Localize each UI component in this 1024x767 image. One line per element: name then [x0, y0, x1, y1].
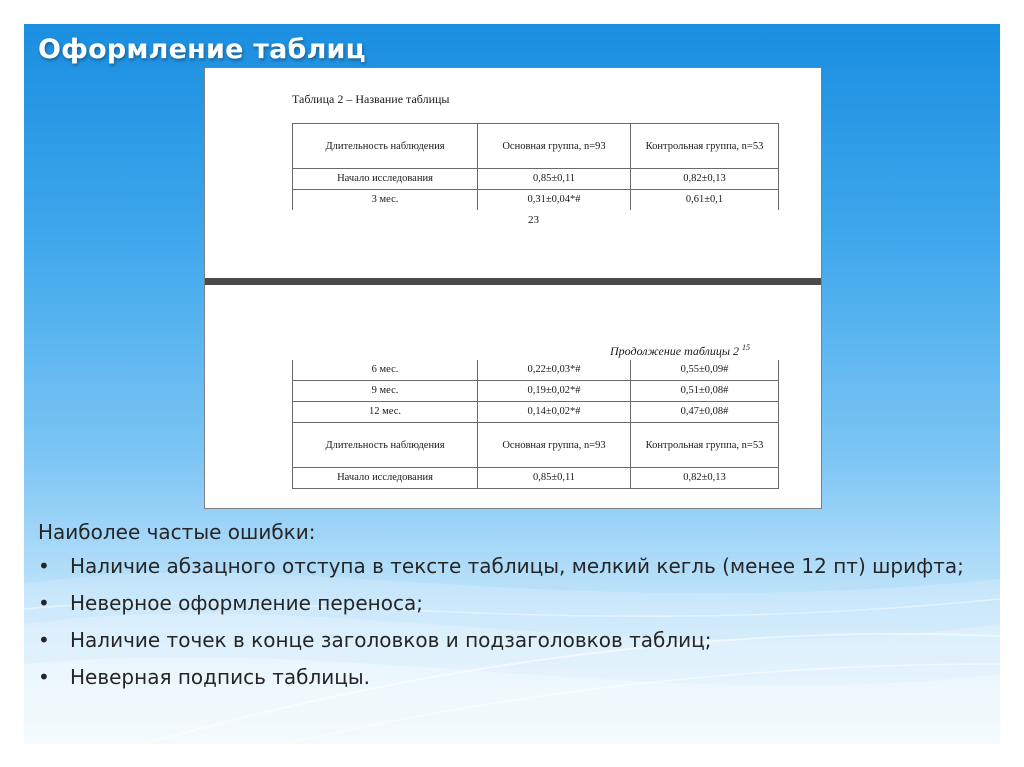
table-cell: 0,61±0,1 — [631, 190, 779, 211]
bullet-icon: • — [38, 628, 50, 652]
header-cell: Основная группа, n=93 — [478, 423, 631, 468]
list-item — [38, 663, 988, 692]
table-caption: Таблица 2 – Название таблицы — [292, 92, 450, 106]
header-cell: Длительность наблюдения — [293, 423, 478, 468]
table-cell: Начало исследования — [293, 169, 478, 190]
table-cell: 0,19±0,02*# — [478, 381, 631, 402]
list-item — [38, 626, 988, 655]
bullet-icon: • — [38, 554, 50, 578]
header-cell: Основная группа, n=93 — [478, 124, 631, 169]
slide — [24, 24, 1000, 744]
errors-section — [38, 518, 988, 700]
table-cell: 0,82±0,13 — [631, 169, 779, 190]
header-cell: Контрольная группа, n=53 — [631, 423, 779, 468]
table-header-row — [293, 124, 779, 169]
page-number: 23 — [528, 214, 539, 226]
table-row — [293, 190, 779, 211]
errors-lead: Наиболее частые ошибки: — [38, 520, 316, 544]
table-row — [293, 381, 779, 402]
table-cell: 3 мес. — [293, 190, 478, 211]
table-cell: 6 мес. — [293, 360, 478, 381]
table-cell: 0,82±0,13 — [631, 468, 779, 489]
table-row — [293, 402, 779, 423]
table-cell: Начало исследования — [293, 468, 478, 489]
table-cell: 0,85±0,11 — [478, 468, 631, 489]
table-part-1 — [292, 123, 779, 210]
header-cell: Контрольная группа, n=53 — [631, 124, 779, 169]
list-item — [38, 589, 988, 618]
table-row — [293, 169, 779, 190]
list-item-text: Наличие абзацного отступа в тексте таблицы, мелкий кегль (менее 12 пт) шрифта; — [70, 554, 964, 578]
list-item — [38, 552, 988, 581]
table-cell: 9 мес. — [293, 381, 478, 402]
table-cell: 0,47±0,08# — [631, 402, 779, 423]
table-cell: 0,85±0,11 — [478, 169, 631, 190]
table-cell: 0,51±0,08# — [631, 381, 779, 402]
table-row — [293, 468, 779, 489]
table-cell: 12 мес. — [293, 402, 478, 423]
page-break-divider — [205, 278, 821, 285]
table-cell: 0,14±0,02*# — [478, 402, 631, 423]
footnote-superscript: 15 — [742, 343, 751, 352]
header-cell: Длительность наблюдения — [293, 124, 478, 169]
table-cell: 0,55±0,09# — [631, 360, 779, 381]
list-item-text: Неверное оформление переноса; — [70, 591, 423, 615]
list-item-text: Наличие точек в конце заголовков и подзаголовков таблиц; — [70, 628, 712, 652]
table-part-2 — [292, 360, 779, 489]
continuation-caption — [610, 343, 750, 359]
table-cell: 0,22±0,03*# — [478, 360, 631, 381]
continuation-caption-text: Продолжение таблицы 2 — [610, 344, 740, 358]
table-cell: 0,31±0,04*# — [478, 190, 631, 211]
table-row — [293, 360, 779, 381]
table-header-row — [293, 423, 779, 468]
bullet-icon: • — [38, 665, 50, 689]
list-item-text: Неверная подпись таблицы. — [70, 665, 370, 689]
slide-title: Оформление таблиц — [38, 34, 366, 65]
bullet-icon: • — [38, 591, 50, 615]
errors-list — [38, 552, 988, 692]
table-example-image — [204, 67, 822, 509]
